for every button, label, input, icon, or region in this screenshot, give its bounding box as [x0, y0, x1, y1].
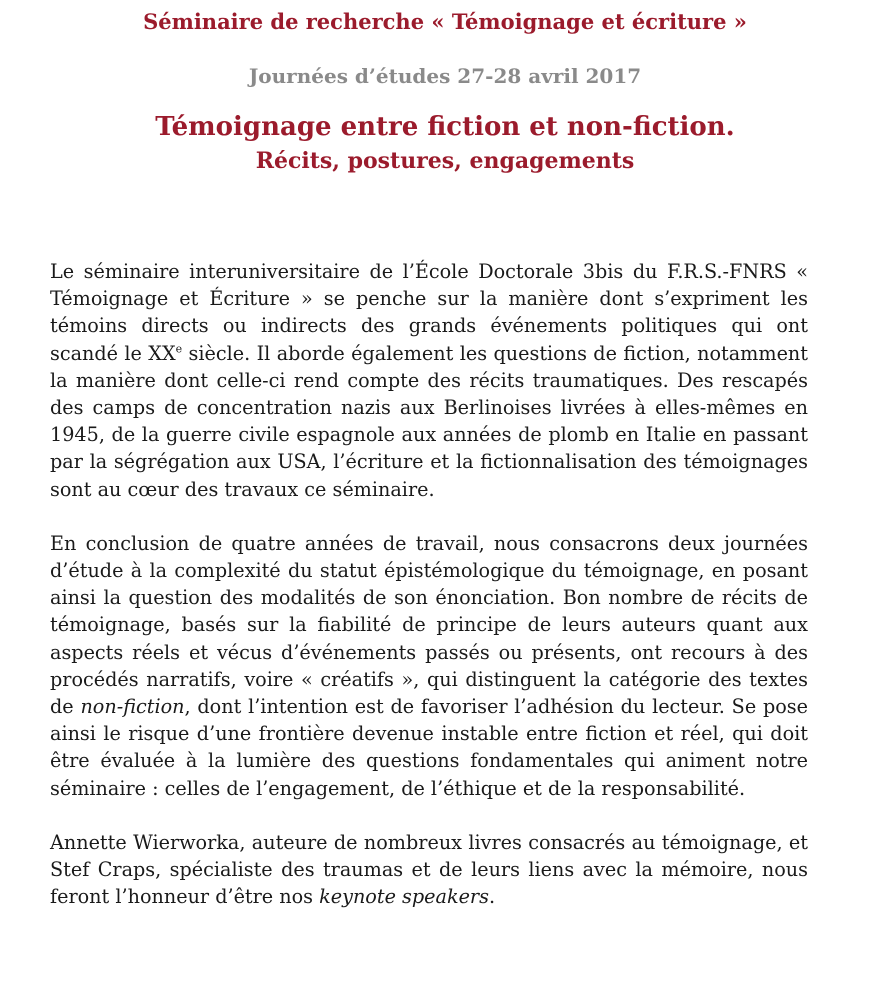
paragraph-intro-part-1: Le séminaire interuniversitaire de l’École Doctorale 3bis du F.R.S.-FNRS « Témoignage et Écriture » se penche sur la manière dont s’expriment les témoins directs ou indirects des grands événements politiques qui ont scandé le XX [50, 260, 808, 365]
paragraph-speakers [50, 829, 808, 911]
paragraph-conclusion-part-2: , dont l’intention est de favoriser l’adhésion du lecteur. Se pose ainsi le risque d’une frontière devenue instable entre fiction et réel, qui doit être évaluée à la lumière des questions fondamentales qui animent notre séminaire : celles de l’engagement, de l’éthique et de la responsabilité. [50, 695, 808, 800]
paragraph-speakers-part-1: Annette Wierworka, auteure de nombreux livres consacrés au témoignage, et Stef Craps, spécialiste des traumas et de leurs liens avec la mémoire, nous feront l’honneur d’être nos [50, 830, 808, 909]
document-subtitle: Récits, postures, engagements [255, 148, 635, 174]
event-dates: Journées d’études 27-28 avril 2017 [248, 64, 642, 88]
paragraph-conclusion [50, 530, 808, 802]
paragraph-conclusion-part-1: En conclusion de quatre années de travail, nous consacrons deux journées d’étude à la complexité du statut épistémologique du témoignage, en posant ainsi la question des modalités de son énonciation. Bon nombre de récits de témoignage, basés sur la fiabilité de principe de leurs auteurs quant aux aspects réels et vécus d’événements passés ou présents, ont recours à des procédés narratifs, voire « créatifs », qui distinguent la catégorie des textes de [50, 531, 808, 719]
paragraph-intro-part-2: siècle. Il aborde également les questions de fiction, notamment la manière dont celle-ci rend compte des récits traumatiques. Des rescapés des camps de concentration nazis aux Berlinoises livrées à elles-mêmes en 1945, de la guerre civile espagnole aux années de plomb en Italie en passant par la ségrégation aux USA, l’écriture et la fictionnalisation des témoignages sont au cœur des travaux ce séminaire. [50, 341, 808, 501]
non-fiction-term: non-fiction [80, 695, 185, 719]
paragraph-speakers-part-2: . [488, 885, 496, 909]
paragraph-intro [50, 258, 808, 503]
keynote-term: keynote speakers [319, 885, 489, 909]
seminar-heading: Séminaire de recherche « Témoignage et écriture » [143, 9, 747, 34]
document-title: Témoignage entre fiction et non-fiction. [155, 112, 735, 142]
body-text [50, 258, 808, 937]
century-superscript: e [175, 342, 183, 356]
